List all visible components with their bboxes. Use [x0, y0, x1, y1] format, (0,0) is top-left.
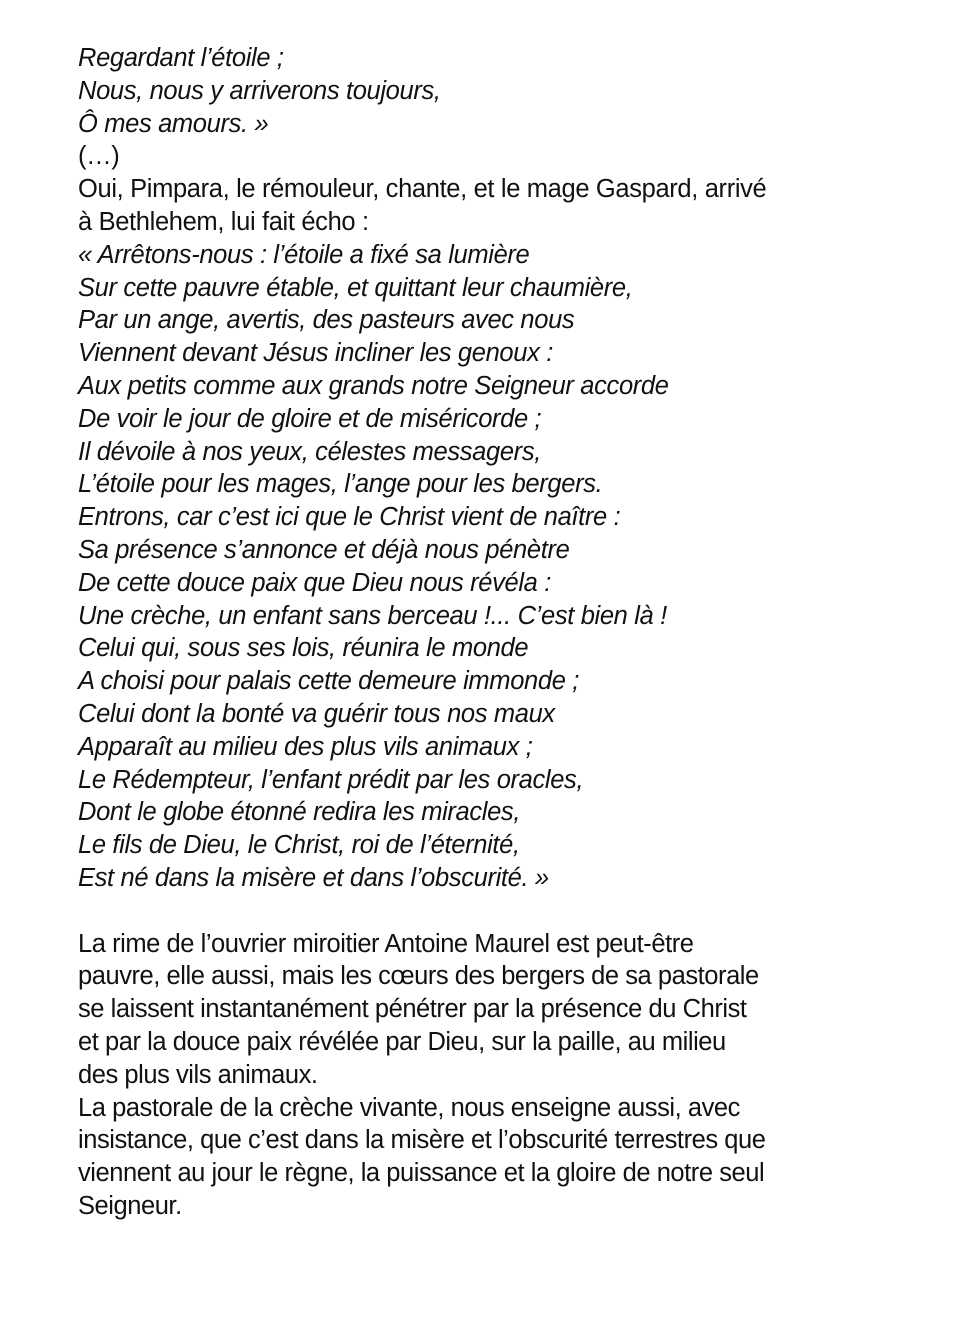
verse-line: Ô mes amours. »	[78, 109, 269, 138]
prose-line: pauvre, elle aussi, mais les cœurs des bergers de sa pastorale	[78, 962, 759, 991]
paragraph-spacer	[78, 895, 898, 928]
verse-line: L’étoile pour les mages, l’ange pour les bergers.	[78, 470, 603, 499]
verse-line: Viennent devant Jésus incliner les genoux :	[78, 339, 553, 368]
verse-line: A choisi pour palais cette demeure immonde ;	[78, 667, 580, 696]
verse-line: Aux petits comme aux grands notre Seigneur accorde	[78, 371, 669, 400]
verse-line: « Arrêtons-nous : l’étoile a fixé sa lumière	[78, 240, 530, 269]
verse-line: Sa présence s’annonce et déjà nous pénètre	[78, 535, 570, 564]
verse-line: De voir le jour de gloire et de miséricorde ;	[78, 404, 542, 433]
intro-text	[78, 173, 898, 239]
prose-line: Oui, Pimpara, le rémouleur, chante, et le mage Gaspard, arrivé	[78, 175, 767, 204]
poem	[78, 239, 898, 895]
document-page	[78, 42, 898, 1223]
commentary-paragraph-1	[78, 928, 898, 1092]
prose-line: et par la douce paix révélée par Dieu, sur la paille, au milieu	[78, 1027, 726, 1056]
verse-line: Nous, nous y arriverons toujours,	[78, 76, 441, 105]
verse-line: Regardant l’étoile ;	[78, 44, 284, 72]
prose-line: des plus vils animaux.	[78, 1060, 318, 1089]
verse-line: Entrons, car c’est ici que le Christ vient de naître :	[78, 503, 621, 532]
verse-line: Celui dont la bonté va guérir tous nos maux	[78, 699, 555, 728]
opening-quote	[78, 42, 898, 140]
prose-line: insistance, que c’est dans la misère et l’obscurité terrestres que	[78, 1126, 766, 1155]
prose-line: La rime de l’ouvrier miroitier Antoine Maurel est peut-être	[78, 929, 694, 958]
verse-line: Il dévoile à nos yeux, célestes messagers,	[78, 437, 541, 466]
verse-line: Le Rédempteur, l’enfant prédit par les oracles,	[78, 765, 584, 794]
verse-line: Dont le globe étonné redira les miracles,	[78, 798, 521, 827]
prose-line: se laissent instantanément pénétrer par la présence du Christ	[78, 995, 747, 1024]
verse-line: Le fils de Dieu, le Christ, roi de l’éternité,	[78, 831, 520, 860]
commentary-paragraph-2	[78, 1092, 898, 1223]
prose-line: viennent au jour le règne, la puissance et la gloire de notre seul	[78, 1159, 765, 1188]
verse-line: Sur cette pauvre étable, et quittant leur chaumière,	[78, 273, 633, 302]
verse-line: Est né dans la misère et dans l’obscurité. »	[78, 863, 549, 892]
verse-line: Celui qui, sous ses lois, réunira le monde	[78, 634, 529, 663]
prose-line: Seigneur.	[78, 1191, 182, 1220]
prose-line: La pastorale de la crèche vivante, nous enseigne aussi, avec	[78, 1093, 740, 1122]
verse-line: Par un ange, avertis, des pasteurs avec nous	[78, 306, 575, 335]
prose-line: à Bethlehem, lui fait écho :	[78, 207, 369, 236]
verse-line: De cette douce paix que Dieu nous révéla :	[78, 568, 551, 597]
verse-line: Une crèche, un enfant sans berceau !... C’est bien là !	[78, 601, 667, 630]
verse-line: Apparaît au milieu des plus vils animaux ;	[78, 732, 533, 761]
ellipsis-marker: (…)	[78, 142, 120, 171]
